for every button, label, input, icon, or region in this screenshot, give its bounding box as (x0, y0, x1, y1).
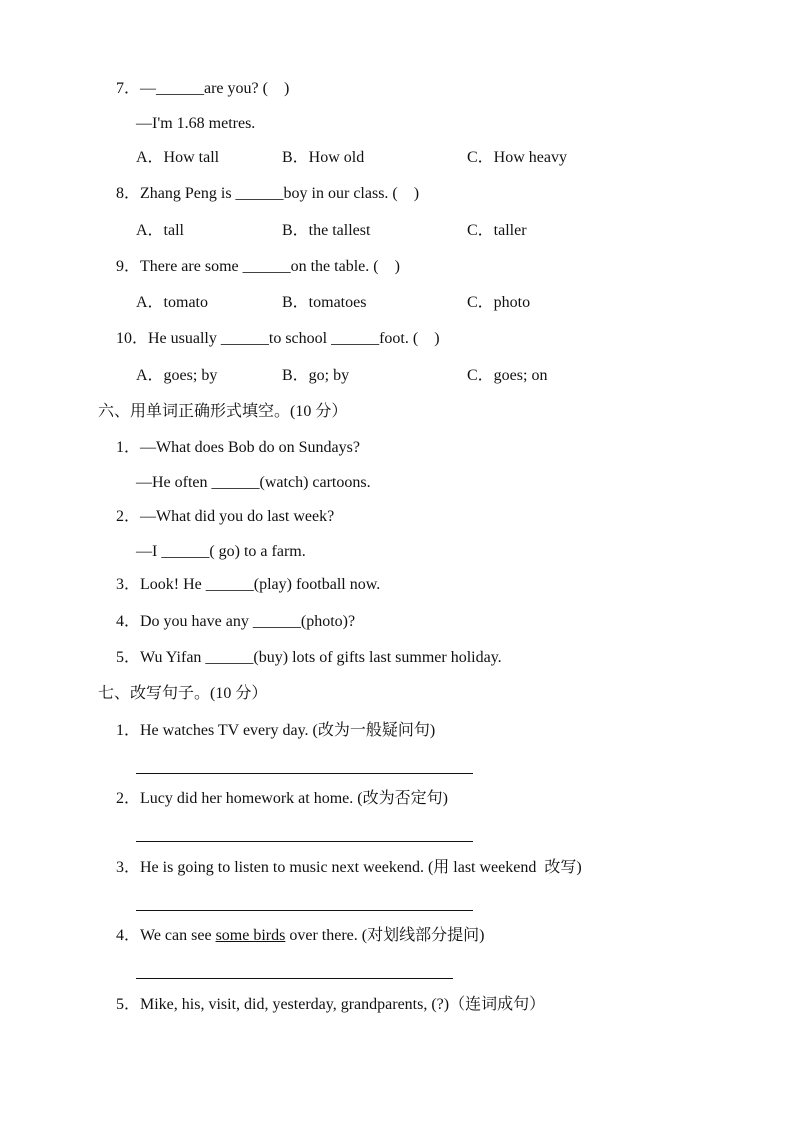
section-7-q3-answer-line[interactable] (136, 910, 473, 911)
question-8-option-a: A．tall (136, 222, 184, 239)
section-7-q4 (116, 926, 484, 946)
section-6-q2: 2．—What did you do last week? (116, 508, 335, 525)
question-9-option-b: B．tomatoes (282, 294, 367, 311)
section-7-q2-answer-line[interactable] (136, 841, 473, 842)
section-6-heading: 六、用单词正确形式填空。(10 分） (98, 403, 348, 420)
question-7-option-a: A．How tall (136, 149, 220, 166)
section-7-q4-text-end: over there. (对划线部分提问) (285, 927, 485, 944)
question-9-option-c: C．photo (467, 294, 531, 311)
section-7-heading: 七、改写句子。(10 分） (98, 685, 268, 702)
question-7-option-c: C．How heavy (467, 149, 567, 166)
question-8-option-b: B．the tallest (282, 222, 371, 239)
section-7-q1-answer-line[interactable] (136, 773, 473, 774)
question-8-option-c: C．taller (467, 222, 527, 239)
question-7: 7．—______are you? ( ) (116, 80, 290, 97)
section-6-q1: 1．—What does Bob do on Sundays? (116, 439, 360, 456)
question-10-option-c: C．goes; on (467, 367, 548, 384)
question-10: 10．He usually ______to school ______foot. ( ) (116, 330, 440, 347)
question-10-option-b: B．go; by (282, 367, 350, 384)
question-8: 8．Zhang Peng is ______boy in our class. ( ) (116, 185, 420, 202)
section-7-q4-answer-line[interactable] (136, 978, 453, 979)
question-9-option-a: A．tomato (136, 294, 208, 311)
section-7-q4-underlined-phrase: some birds (215, 927, 286, 944)
question-10-option-a: A．goes; by (136, 367, 218, 384)
section-6-q2-reply: —I ______( go) to a farm. (136, 543, 306, 560)
section-6-q5: 5．Wu Yifan ______(buy) lots of gifts last summer holiday. (116, 649, 502, 666)
section-7-q5: 5．Mike, his, visit, did, yesterday, grandparents, (?)（连词成句） (116, 996, 546, 1013)
section-6-q3: 3．Look! He ______(play) football now. (116, 576, 381, 593)
section-6-q1-reply: —He often ______(watch) cartoons. (136, 474, 371, 491)
section-7-q2: 2．Lucy did her homework at home. (改为否定句) (116, 790, 448, 807)
section-6-q4: 4．Do you have any ______(photo)? (116, 613, 356, 630)
section-7-q3: 3．He is going to listen to music next weekend. (用 last weekend 改写) (116, 859, 582, 876)
question-9: 9．There are some ______on the table. ( ) (116, 258, 400, 275)
section-7-q1: 1．He watches TV every day. (改为一般疑问句) (116, 722, 436, 739)
question-7-option-b: B．How old (282, 149, 365, 166)
section-7-q4-text-start: 4．We can see (116, 927, 216, 944)
question-7-answer-line: —I'm 1.68 metres. (136, 115, 256, 132)
